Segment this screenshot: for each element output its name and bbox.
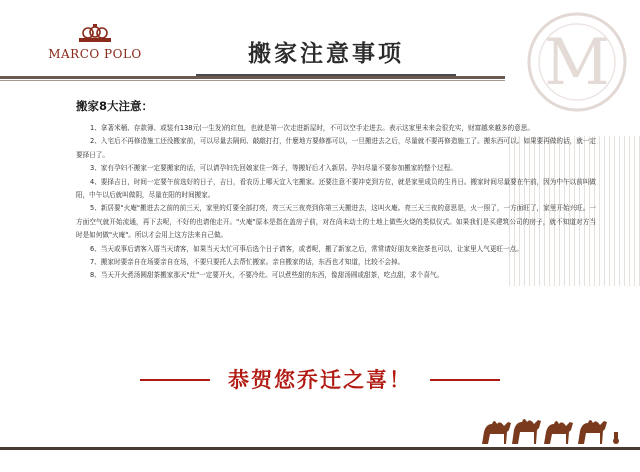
- notice-item: 1、拿著米桶、存款簿、或装有138元(一生发)的红包，也就是第一次走进新屋时，不可以空手走进去。表示这家里未来会很充实，财富越来越多的意思。: [90, 124, 534, 132]
- header-rule-thin: [0, 80, 505, 81]
- banner-text: 恭贺您乔迁之喜！: [228, 367, 412, 392]
- congratulations-banner: [130, 360, 510, 400]
- notice-item: 4、要择吉日，时间一定要午前选好的日子，吉日，看农历上哪天宜入宅搬家。还要注意不要冲克到方位，就是家里成员的生肖日。搬家时间尽量要在午前，因为中午以前叫做阳，中午以后就叫做阴，尽量在阳的时间搬家。: [76, 177, 596, 200]
- notice-subtitle: 搬家8大注意：: [76, 99, 154, 113]
- crown-emblem-icon: [75, 24, 115, 46]
- title-box: [196, 34, 456, 76]
- banner-line-right: [430, 379, 500, 381]
- monogram-letter: M: [544, 26, 610, 100]
- brand-name: MARCO POLO: [48, 47, 142, 61]
- notice-item: 8、当天开火煮汤圆甜茶搬家那天"灶"一定要开火，不要冷灶。可以煮些甜的东西，像甜汤圆或甜茶，吃点甜，求个喜气。: [90, 271, 444, 280]
- notice-item: 6、当天或事后请客入厝当天请客，如果当天太忙可事后选个日子请客，或者呢，搬了新家之后，常常请好朋友来泡茶也可以，让家里人气更旺一点。: [90, 244, 523, 253]
- header-rule: [0, 76, 505, 79]
- camel-caravan-icon: [478, 408, 623, 448]
- notice-item: 3、家有孕妇不搬家一定要搬家的话，可以请孕妇先回娘家住一阵子，等搬好后才入新居。孕妇尽量不要参加搬家的整个过程。: [90, 164, 457, 173]
- notice-item: 7、搬家时要亲自在场要亲自在场，不要只要托人去帮忙搬家。亲自搬家的话，东西也才知道，比较不会掉。: [90, 258, 405, 267]
- notice-item: 5、新居要"火庵"搬进去之前的前三天，家里的灯要全部打亮，亮三天三夜亮到你第三天搬进去，这叫火庵。亮三天三夜的意思是，火一照了，一方面旺了，家里开始兴旺。一方面空气就开始流通，再下去呢，不好的也请他走开。"火庵"原本是指在盖房子前，对在尚未动土的土地上做些火烧的类似仪式。如果我们是买建筑公司的房子，就不知道对方当时是如何做"火庵"。所以才会用上这方法来自己做。: [76, 204, 596, 240]
- brand-logo: [40, 24, 150, 61]
- page-title: 搬家注意事项: [248, 40, 404, 67]
- banner-line-left: [140, 379, 210, 381]
- notice-content: [76, 98, 596, 283]
- notice-item: 2、入宅后不再修造施工还没搬家前，可以尽量去隔间、敲敲打打，什麼地方要修都可以，一旦搬进去之后，尽量就不要再修造施工了。搬东西可以。如果要再做的话，就一定要择日了。: [76, 137, 596, 159]
- footer-band: [0, 450, 640, 472]
